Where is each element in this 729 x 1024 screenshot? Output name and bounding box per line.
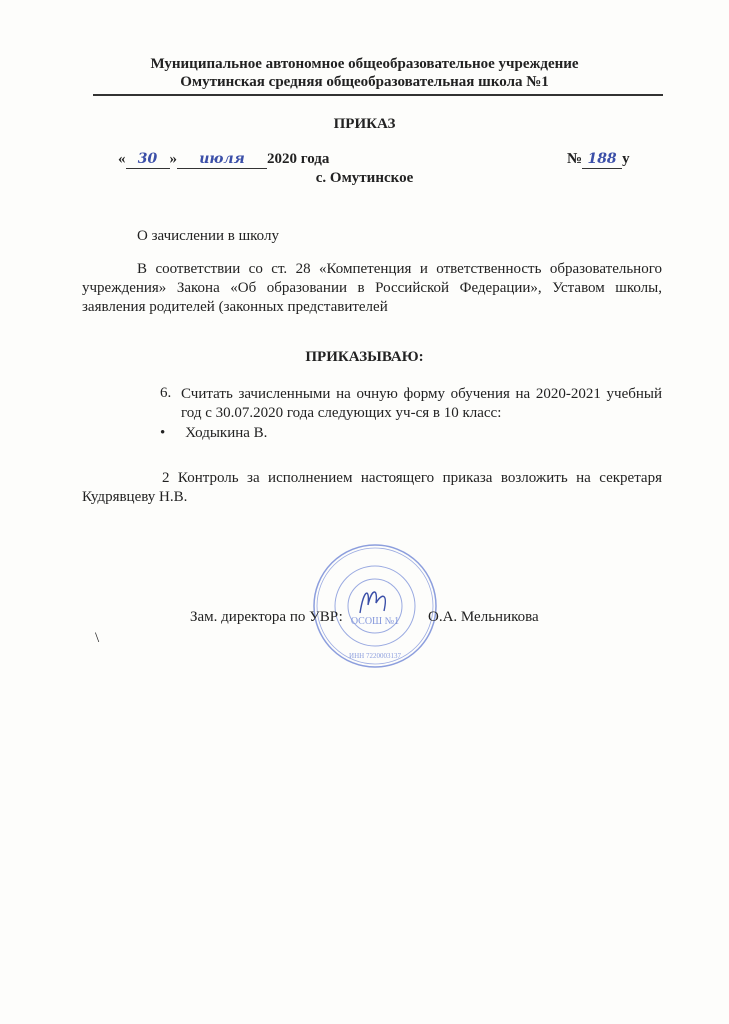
signatory-position: Зам. директора по УВР:	[190, 609, 343, 625]
quote-close: »	[169, 151, 177, 167]
quote-open: «	[118, 151, 126, 167]
order-heading: ПРИКАЗЫВАЮ:	[305, 349, 424, 365]
subject: О зачислении в школу	[137, 228, 279, 244]
number-value: 188	[587, 151, 617, 167]
number-sign: №	[567, 151, 583, 167]
student-name: Ходыкина В.	[185, 425, 268, 441]
header-line-2: Омутинская средняя общеобразовательная школа №1	[180, 74, 549, 90]
svg-text:ИНН 7220003137: ИНН 7220003137	[349, 652, 401, 660]
date-year: 2020 года	[267, 151, 330, 167]
student-list-item	[160, 425, 267, 442]
stray-mark: \	[95, 630, 100, 646]
order-number	[567, 151, 630, 169]
svg-text:ОСОШ №1: ОСОШ №1	[350, 616, 400, 627]
order-date	[118, 151, 329, 169]
number-suffix: у	[622, 151, 630, 167]
header-divider	[93, 94, 663, 96]
date-month: июля	[199, 151, 245, 167]
school-stamp-icon	[312, 543, 438, 669]
preamble: В соответствии со ст. 28 «Компетенция и ответственность образовательного учреждения» Закона «Об образовании в Российской Федерации», Уставом школы, заявления родителей (законных представителей	[82, 261, 662, 315]
date-day: 30	[137, 151, 158, 167]
control-clause: 2 Контроль за исполнением настоящего приказа возложить на секретаря Кудрявцеву Н.В.	[82, 470, 662, 505]
place: с. Омутинское	[315, 170, 414, 186]
item-text: Считать зачисленными на очную форму обучения на 2020-2021 учебный год с 30.07.2020 года следующих уч-ся в 10 класс:	[181, 386, 662, 421]
header-line-1: Муниципальное автономное общеобразовательное учреждение	[150, 56, 579, 72]
item-number: 6.	[160, 385, 172, 401]
bullet-icon: •	[160, 425, 166, 441]
document-title: ПРИКАЗ	[333, 116, 396, 132]
signatory-name: О.А. Мельникова	[428, 609, 539, 625]
